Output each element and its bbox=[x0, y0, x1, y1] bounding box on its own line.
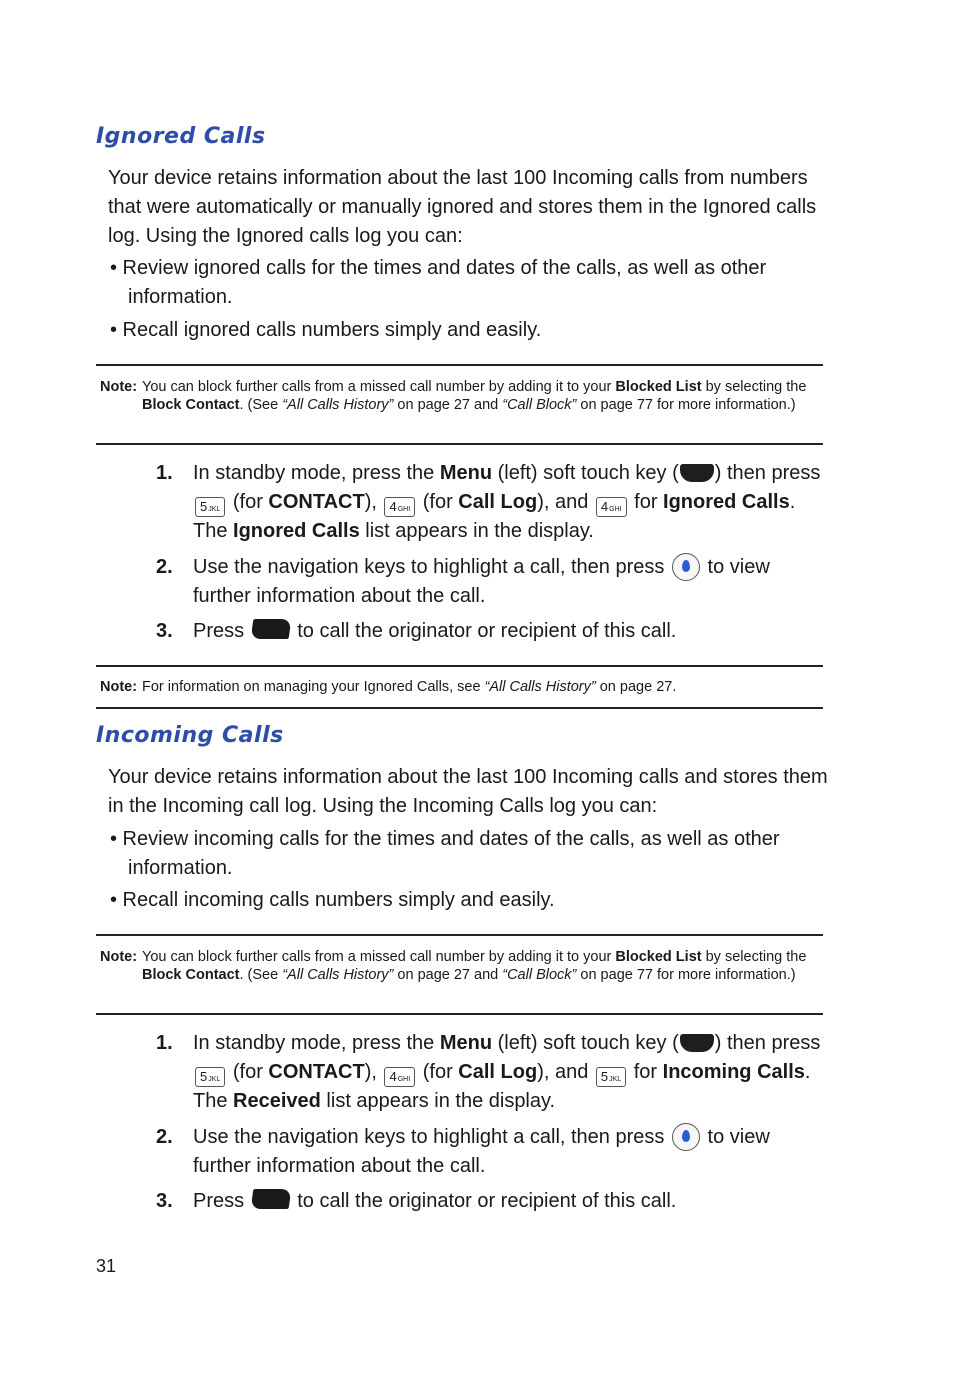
ok-key-icon bbox=[672, 553, 700, 581]
bullet-item: • Recall ignored calls numbers simply and easily. bbox=[110, 319, 542, 341]
note-box bbox=[96, 665, 823, 709]
note-text: You can block further calls from a missed call number by adding it to your Blocked List by selecting the Block Contact. (See “All Calls History” on page 27 and “Call Block” on page 77 for more information.) bbox=[142, 379, 807, 413]
step-text: In standby mode, press the Menu (left) soft touch key ( ) then press 5JKL (for CONTACT), 4GHI (for Call Log), and 4GHI for Ignored Calls. The Ignored Calls list appears in the display. bbox=[193, 462, 821, 542]
note-label: Note: bbox=[100, 949, 138, 965]
key-4-icon: 4GHI bbox=[596, 497, 627, 517]
left-soft-key-icon bbox=[680, 1034, 714, 1052]
step-text: Press to call the originator or recipient of this call. bbox=[193, 1190, 677, 1212]
page-number: 31 bbox=[96, 1256, 117, 1276]
note-box bbox=[96, 364, 823, 445]
bullet-item: • Review ignored calls for the times and dates of the calls, as well as other information. bbox=[110, 257, 767, 308]
note-text: You can block further calls from a missed call number by adding it to your Blocked List by selecting the Block Contact. (See “All Calls History” on page 27 and “Call Block” on page 77 for more information.) bbox=[142, 949, 807, 983]
send-key-icon bbox=[250, 1189, 291, 1209]
key-4-icon: 4GHI bbox=[384, 1067, 415, 1087]
section-heading-incoming-calls: Incoming Calls bbox=[96, 723, 284, 748]
key-5-icon: 5JKL bbox=[195, 1067, 225, 1087]
step-text: Use the navigation keys to highlight a call, then press to view further information about the call. bbox=[193, 1123, 823, 1181]
step-number: 2. bbox=[156, 1126, 173, 1148]
key-4-icon: 4GHI bbox=[384, 497, 415, 517]
note-box bbox=[96, 934, 823, 1015]
step-number: 3. bbox=[156, 620, 173, 642]
intro-paragraph: Your device retains information about the last 100 Incoming calls from numbers that were automatically or manually ignored and stores them in the Ignored calls log. Using the Ignored calls log you can: bbox=[108, 167, 817, 247]
step-text: In standby mode, press the Menu (left) soft touch key ( ) then press 5JKL (for CONTACT), 4GHI (for Call Log), and 5JKL for Incoming Calls. The Received list appears in the display. bbox=[193, 1032, 821, 1112]
section-heading-ignored-calls: Ignored Calls bbox=[96, 124, 266, 149]
key-5-icon: 5JKL bbox=[195, 497, 225, 517]
ok-key-icon bbox=[672, 1123, 700, 1151]
key-5-icon: 5JKL bbox=[596, 1067, 626, 1087]
step-text: Press to call the originator or recipient of this call. bbox=[193, 620, 677, 642]
note-text: For information on managing your Ignored Calls, see “All Calls History” on page 27. bbox=[142, 679, 677, 695]
send-key-icon bbox=[250, 619, 291, 639]
step-number: 1. bbox=[156, 462, 173, 484]
step-number: 1. bbox=[156, 1032, 173, 1054]
left-soft-key-icon bbox=[680, 464, 714, 482]
bullet-item: • Recall incoming calls numbers simply and easily. bbox=[110, 889, 555, 911]
note-label: Note: bbox=[100, 379, 138, 395]
note-label: Note: bbox=[100, 679, 138, 695]
intro-paragraph: Your device retains information about the last 100 Incoming calls and stores them in the Incoming call log. Using the Incoming Calls log you can: bbox=[108, 766, 828, 817]
step-text: Use the navigation keys to highlight a call, then press to view further information about the call. bbox=[193, 553, 823, 611]
step-number: 3. bbox=[156, 1190, 173, 1212]
bullet-item: • Review incoming calls for the times and dates of the calls, as well as other information. bbox=[110, 828, 780, 879]
step-number: 2. bbox=[156, 556, 173, 578]
